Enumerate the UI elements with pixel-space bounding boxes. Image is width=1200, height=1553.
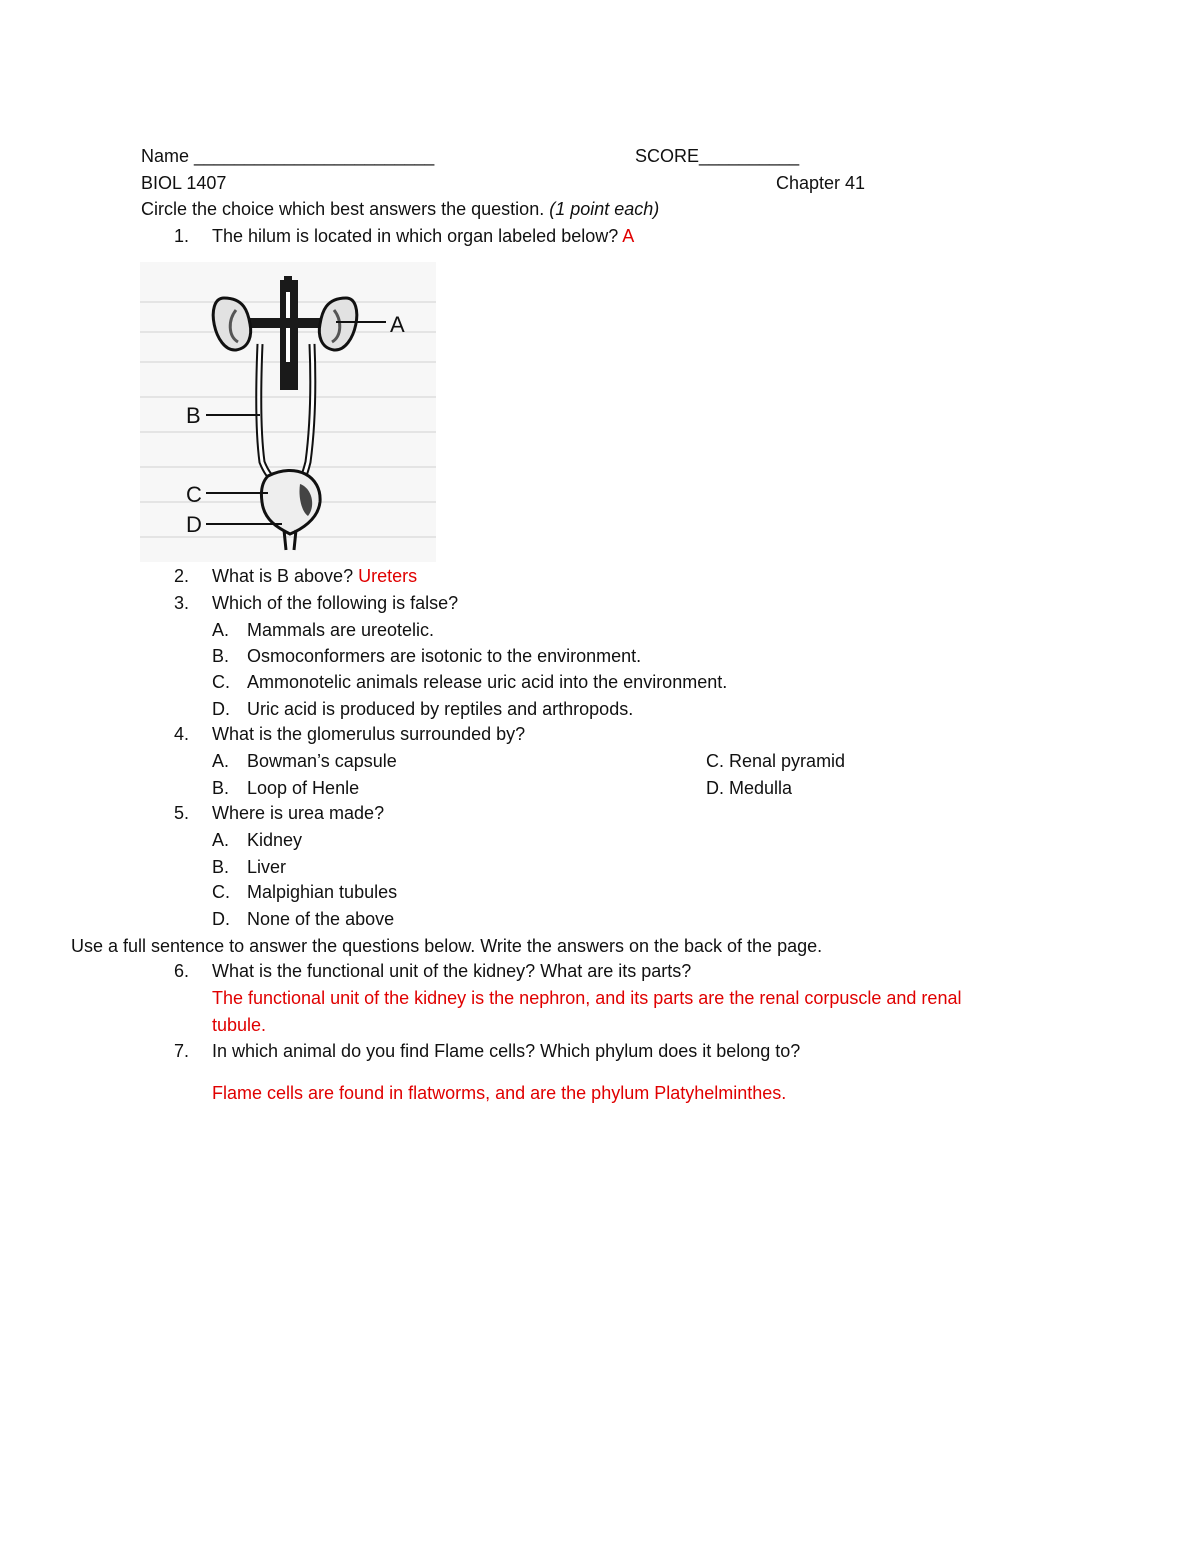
q5-question: Where is urea made? xyxy=(212,803,385,823)
q4-question: What is the glomerulus surrounded by? xyxy=(212,724,526,744)
q5-choice-text: Liver xyxy=(247,857,287,877)
q4-number: 4. xyxy=(174,724,190,744)
score-label-text: SCORE xyxy=(635,146,700,166)
chapter-label: Chapter 41 xyxy=(776,173,866,193)
q3-number: 3. xyxy=(174,593,190,613)
q7-number: 7. xyxy=(174,1041,190,1061)
q5-choice-letter: B. xyxy=(212,857,230,877)
q4-choice-text: Bowman’s capsule xyxy=(247,751,397,771)
instruction-text: Circle the choice which best answers the question. xyxy=(141,199,545,219)
score-label xyxy=(635,145,799,167)
q3-choice-text: Ammonotelic animals release uric acid into the environment. xyxy=(247,672,728,692)
q2-answer: Ureters xyxy=(358,566,418,586)
q4-choice-letter: D. xyxy=(706,778,724,798)
q5-choice-letter: A. xyxy=(212,830,230,850)
q1-number: 1. xyxy=(174,226,190,246)
q4-choice-text: Renal pyramid xyxy=(729,751,846,771)
q4-choice-text: Medulla xyxy=(729,778,793,798)
q4-choice-c xyxy=(706,750,845,772)
q5-choice-text: Kidney xyxy=(247,830,303,850)
name-blank: ________________________ xyxy=(194,146,435,166)
q3-choice-letter: A. xyxy=(212,620,230,640)
q6-answer-line2: tubule. xyxy=(212,1015,267,1035)
q7-question: In which animal do you find Flame cells? Which phylum does it belong to? xyxy=(212,1041,801,1061)
q4-choice-letter: B. xyxy=(212,778,230,798)
q3-choice-text: Mammals are ureotelic. xyxy=(247,620,435,640)
q5-number: 5. xyxy=(174,803,190,823)
q5-choice-text: Malpighian tubules xyxy=(247,882,398,902)
q4-choice-d xyxy=(706,777,792,799)
q3-choice-text: Osmoconformers are isotonic to the environment. xyxy=(247,646,642,666)
name-label xyxy=(141,145,434,167)
q1-question: The hilum is located in which organ labeled below? xyxy=(212,226,619,246)
diagram-label-c: C xyxy=(186,482,202,507)
q3-choice-letter: B. xyxy=(212,646,230,666)
q5-choice-text: None of the above xyxy=(247,909,395,929)
q2-number: 2. xyxy=(174,566,190,586)
q5-choice-letter: C. xyxy=(212,882,230,902)
q4-choice-letter: A. xyxy=(212,751,230,771)
q6-question: What is the functional unit of the kidney? What are its parts? xyxy=(212,961,692,981)
section1-instruction xyxy=(141,198,659,220)
section2-instruction: Use a full sentence to answer the questions below. Write the answers on the back of the page. xyxy=(71,936,823,956)
q2-text xyxy=(212,565,417,587)
diagram-label-d: D xyxy=(186,512,202,537)
q4-choice-letter: C. xyxy=(706,751,724,771)
diagram-label-a: A xyxy=(390,312,405,337)
renal-vessels xyxy=(248,318,322,328)
q3-choice-text: Uric acid is produced by reptiles and arthropods. xyxy=(247,699,634,719)
q2-question: What is B above? xyxy=(212,566,354,586)
aorta-top xyxy=(284,276,292,292)
urinary-system-diagram xyxy=(140,262,436,562)
q6-answer-line1: The functional unit of the kidney is the nephron, and its parts are the renal corpuscle and renal xyxy=(212,988,962,1008)
q4-choice-text: Loop of Henle xyxy=(247,778,360,798)
q1-text xyxy=(212,225,634,247)
score-blank: __________ xyxy=(699,146,800,166)
q5-choice-letter: D. xyxy=(212,909,230,929)
q3-choice-letter: D. xyxy=(212,699,230,719)
q1-answer: A xyxy=(622,226,635,246)
name-label-text: Name xyxy=(141,146,190,166)
diagram-label-b: B xyxy=(186,403,201,428)
q3-question: Which of the following is false? xyxy=(212,593,459,613)
q6-number: 6. xyxy=(174,961,190,981)
points-note: (1 point each) xyxy=(549,199,660,219)
q3-choice-letter: C. xyxy=(212,672,230,692)
course-code: BIOL 1407 xyxy=(141,173,227,193)
q7-answer: Flame cells are found in flatworms, and are the phylum Platyhelminthes. xyxy=(212,1083,787,1103)
